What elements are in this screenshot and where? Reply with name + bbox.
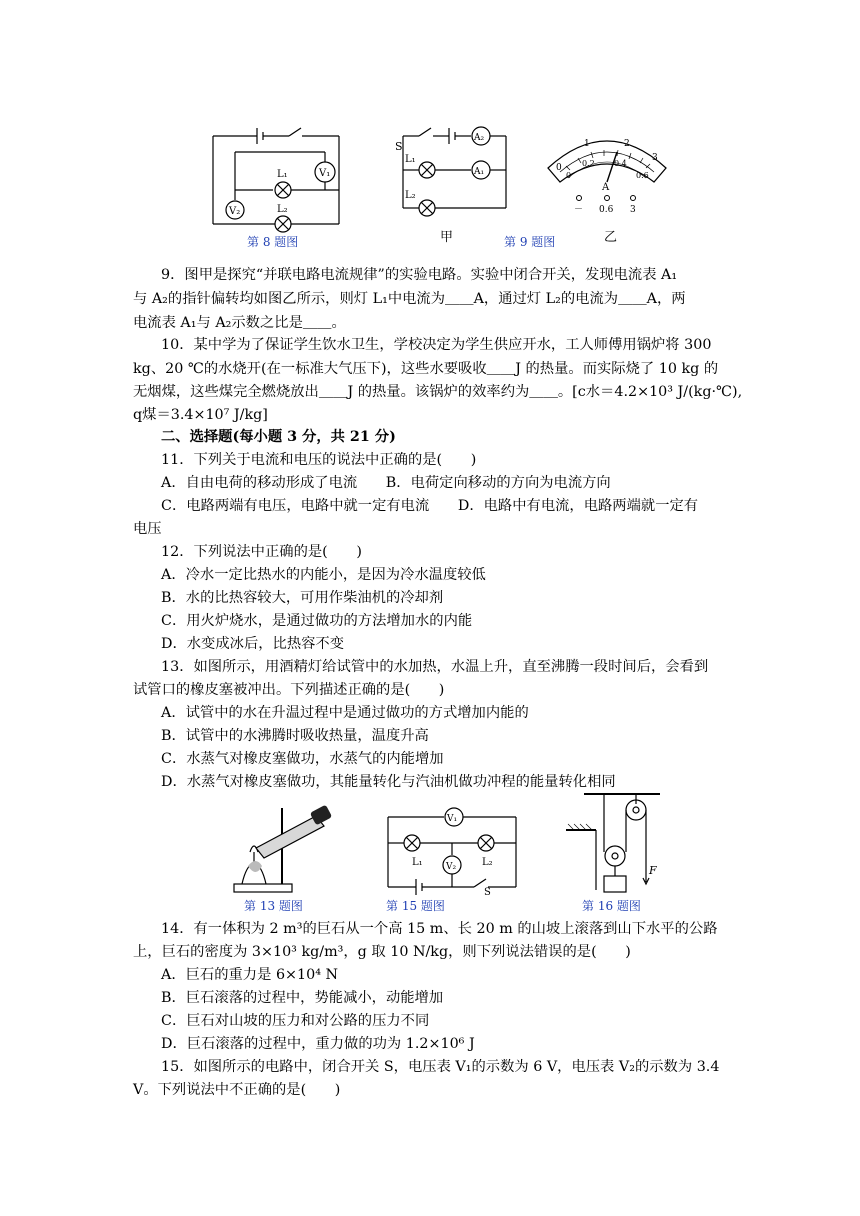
q9a-s-label: S — [395, 140, 403, 153]
q13-line-2: 试管口的橡皮塞被冲出。下列描述正确的是( ) — [133, 682, 445, 698]
q9-line-1: 9．图甲是探究“并联电路电流规律”的实验电路。实验中闭合开关，发现电流表 A₁ — [161, 267, 678, 283]
q15-v1-label: V₁ — [447, 814, 458, 824]
q9a-l2-label: L₂ — [405, 190, 416, 201]
q9-left-label: 甲 — [440, 230, 454, 245]
q9-caption: 第 9 题图 — [504, 235, 556, 249]
q14-option-a: A．巨石的重力是 6×10⁴ N — [161, 967, 338, 983]
q9b-bot-02: 0.2 — [582, 159, 595, 168]
q14-line-1: 14．有一体积为 2 m³的巨石从一个高 15 m、长 20 m 的山坡上滚落到山下水平的公路 — [161, 921, 718, 937]
q9b-top-2: 2 — [624, 139, 630, 149]
q9a-l1-label: L₁ — [405, 154, 416, 165]
q9a-a1-label: A₁ — [474, 167, 485, 177]
q11-options-cd-cont: 电压 — [133, 521, 162, 537]
q11-options-ab: A．自由电荷的移动形成了电流 B．电荷定向移动的方向为电流方向 — [161, 475, 611, 491]
figure-q13-apparatus — [226, 800, 346, 896]
q14-option-d: D．巨石滚落的过程中，重力做的功为 1.2×10⁶ J — [161, 1036, 475, 1052]
q14-option-c: C．巨石对山坡的压力和对公路的压力不同 — [161, 1013, 430, 1029]
q9b-terminal-3: 3 — [630, 205, 636, 215]
q12-option-a: A．冷水一定比热水的内能小，是因为冷水温度较低 — [161, 567, 486, 583]
q9-right-label: 乙 — [604, 230, 618, 245]
q8-l2-label: L₂ — [277, 204, 288, 215]
q9b-bot-04: 0.4 — [614, 159, 627, 168]
q11-stem: 11．下列关于电流和电压的说法中正确的是( ) — [161, 452, 477, 468]
q15-v2-label: V₂ — [446, 862, 457, 872]
q14-line-2: 上，巨石的密度为 3×10³ kg/m³，g 取 10 N/kg，则下列说法错误的是( ) — [133, 944, 631, 960]
q10-line-4: q煤＝3.4×10⁷ J/kg] — [133, 407, 268, 423]
figure-q9b-ammeter — [542, 124, 672, 220]
q15-line-2: V。下列说法中不正确的是( ) — [133, 1082, 341, 1098]
figure-q15-circuit — [382, 803, 522, 895]
q9-line-2: 与 A₂的指针偏转均如图乙所示，则灯 L₁中电流为＿＿A，通过灯 L₂的电流为＿＿A，两 — [133, 291, 686, 307]
q16-f-label: F — [649, 864, 657, 877]
q15-l2-label: L₂ — [482, 857, 493, 868]
q9b-terminal-06: 0.6 — [599, 205, 614, 215]
q13-option-b: B．试管中的水沸腾时吸收热量，温度升高 — [161, 728, 429, 744]
q9b-top-0: 0 — [556, 163, 562, 173]
q13-option-d: D．水蒸气对橡皮塞做功，其能量转化与汽油机做功冲程的能量转化相同 — [161, 774, 616, 790]
q9b-top-1: 1 — [584, 139, 590, 149]
figure-q16-pulley — [560, 790, 670, 898]
q8-v1-label: V₁ — [319, 168, 331, 179]
section-2-heading: 二、选择题(每小题 3 分，共 21 分) — [161, 429, 396, 445]
q14-option-b: B．巨石滚落的过程中，势能减小，动能增加 — [161, 990, 444, 1006]
q8-l1-label: L₁ — [277, 169, 288, 180]
q9b-bot-06: 0.6 — [636, 171, 649, 180]
q10-line-2: kg、20 ℃的水烧开(在一标准大气压下)，这些水要吸收＿＿J 的热量。而实际烧了 10 kg 的 — [133, 361, 719, 377]
q13-option-c: C．水蒸气对橡皮塞做功，水蒸气的内能增加 — [161, 751, 444, 767]
q9b-top-3: 3 — [652, 153, 658, 163]
q9b-unit: A — [602, 182, 610, 193]
figure-q8-circuit — [205, 122, 350, 234]
q9a-a2-label: A₂ — [474, 133, 485, 143]
q11-options-cd: C．电路两端有电压，电路中就一定有电流 D．电路中有电流，电路两端就一定有 — [161, 498, 699, 514]
q10-line-1: 10．某中学为了保证学生饮水卫生，学校决定为学生供应开水，工人师傅用锅炉将 300 — [161, 337, 712, 353]
q12-option-b: B．水的比热容较大，可用作柴油机的冷却剂 — [161, 590, 444, 606]
q8-caption: 第 8 题图 — [247, 235, 299, 249]
q15-s-label: S — [484, 887, 491, 895]
q9b-minus-terminal: － — [574, 205, 584, 215]
q15-caption: 第 15 题图 — [386, 899, 445, 913]
q15-line-1: 15．如图所示的电路中，闭合开关 S，电压表 V₁的示数为 6 V，电压表 V₂的示数为 3.4 — [161, 1059, 720, 1075]
q12-option-d: D．水变成冰后，比热容不变 — [161, 636, 345, 652]
figure-q9a-circuit — [393, 122, 518, 227]
q16-caption: 第 16 题图 — [582, 899, 641, 913]
q13-flame-icon — [248, 861, 262, 872]
q8-v2-label: V₂ — [229, 206, 241, 217]
q9b-bot-0: 0 — [566, 171, 572, 180]
q9-line-3: 电流表 A₁与 A₂示数之比是＿＿。 — [133, 315, 346, 331]
q15-l1-label: L₁ — [412, 857, 423, 868]
q13-caption: 第 13 题图 — [244, 899, 303, 913]
q13-option-a: A．试管中的水在升温过程中是通过做功的方式增加内能的 — [161, 705, 529, 721]
q12-option-c: C．用火炉烧水，是通过做功的方法增加水的内能 — [161, 613, 473, 629]
q13-line-1: 13．如图所示，用酒精灯给试管中的水加热，水温上升，直至沸腾一段时间后，会看到 — [161, 659, 709, 675]
q10-line-3: 无烟煤，这些煤完全燃烧放出＿＿J 的热量。该锅炉的效率约为＿＿。[c水＝4.2×10³ J/(kg·℃), — [133, 384, 743, 400]
q12-stem: 12．下列说法中正确的是( ) — [161, 544, 362, 560]
